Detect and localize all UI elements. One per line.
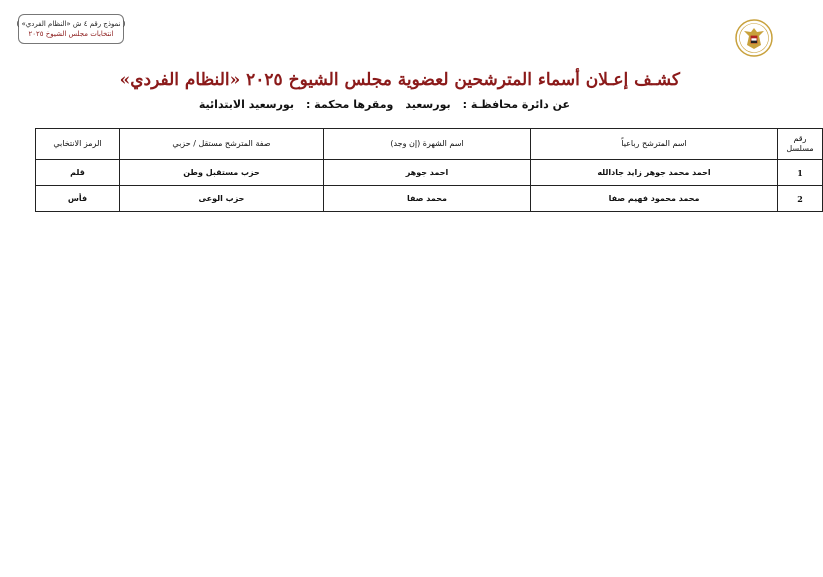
header-serial-number: رقم مسلسل bbox=[778, 129, 823, 160]
egypt-eagle-emblem-icon bbox=[734, 18, 774, 58]
table-header-row bbox=[36, 129, 823, 160]
form-number-box bbox=[18, 14, 124, 44]
row-known-name: احمد جوهر bbox=[324, 160, 531, 186]
candidates-table bbox=[35, 128, 823, 212]
header-electoral-symbol: الرمز الانتخابي bbox=[36, 129, 120, 160]
row-electoral-symbol: قلم bbox=[36, 160, 120, 186]
header-known-name: اسم الشهرة (إن وجد) bbox=[324, 129, 531, 160]
page-title: كشـف إعـلان أسماء المترشحين لعضوية مجلس الشيوخ ٢٠٢٥ «النظام الفردي» bbox=[119, 70, 680, 90]
form-number-label: ( نموذج رقم ٤ ش «النظام الفردي» ) bbox=[16, 20, 126, 28]
header-candidate-name: اسم المترشح رباعياً bbox=[531, 129, 778, 160]
row-candidate-name: محمد محمود فهيم صفا bbox=[531, 186, 778, 212]
election-name-label: انتخابات مجلس الشيوخ ٢٠٢٥ bbox=[28, 30, 114, 38]
row-candidate-capacity: حزب مستقبل وطن bbox=[120, 160, 324, 186]
table-row bbox=[36, 186, 823, 212]
row-candidate-name: احمد محمد جوهر زايد جادالله bbox=[531, 160, 778, 186]
court-label: ومقرها محكمة : bbox=[305, 98, 394, 111]
governorate-value: بورسعيد bbox=[405, 98, 451, 111]
table-row bbox=[36, 160, 823, 186]
row-candidate-capacity: حزب الوعى bbox=[120, 186, 324, 212]
circuit-label: عن دائرة محافظـة : bbox=[462, 98, 570, 111]
row-serial-number: 2 bbox=[778, 186, 823, 212]
row-electoral-symbol: فأس bbox=[36, 186, 120, 212]
row-serial-number: 1 bbox=[778, 160, 823, 186]
header-candidate-capacity: صفة المترشح مستقل / حزبي bbox=[120, 129, 324, 160]
circuit-line bbox=[199, 98, 570, 111]
court-value: بورسعيد الابتدائية bbox=[198, 98, 294, 111]
row-known-name: محمد صفا bbox=[324, 186, 531, 212]
